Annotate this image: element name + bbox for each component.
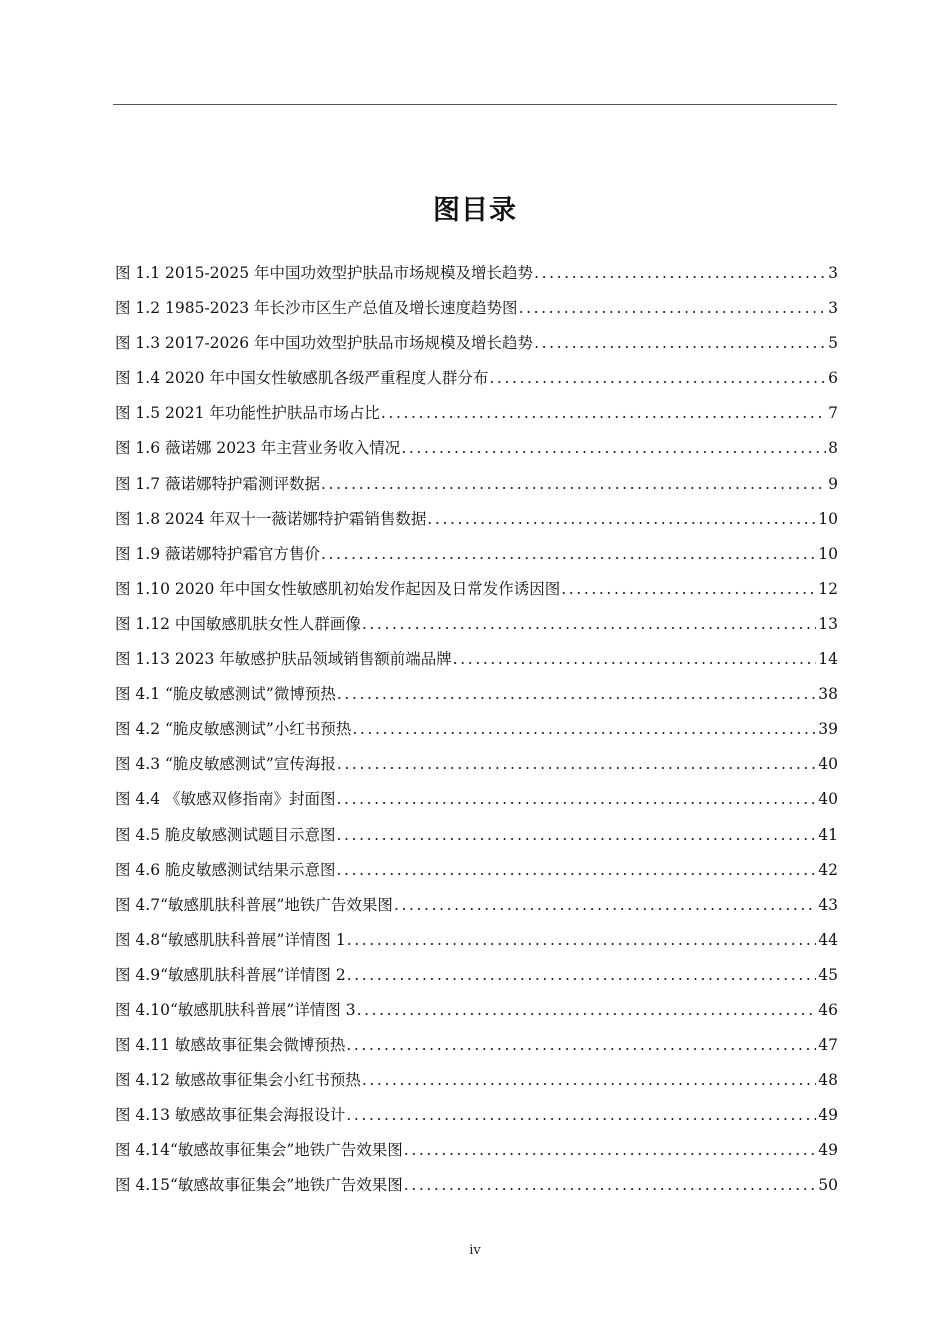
toc-entry-page: 5 bbox=[828, 334, 838, 353]
toc-entry-page: 40 bbox=[818, 790, 838, 809]
toc-dot-leader bbox=[404, 1133, 816, 1168]
toc-entry-label: 图 1.4 2020 年中国女性敏感肌各级严重程度人群分布 bbox=[115, 369, 489, 388]
toc-entry-page: 40 bbox=[818, 755, 838, 774]
toc-dot-leader bbox=[321, 537, 816, 572]
toc-entry-label: 图 4.10“敏感肌肤科普展”详情图 3 bbox=[115, 1000, 356, 1019]
toc-entry-page: 46 bbox=[818, 1000, 838, 1019]
toc-dot-leader bbox=[321, 467, 826, 502]
toc-entry-page: 49 bbox=[818, 1141, 838, 1160]
toc-entry-label: 图 1.2 1985-2023 年长沙市区生产总值及增长速度趋势图 bbox=[115, 299, 518, 318]
toc-entry[interactable] bbox=[115, 923, 838, 958]
toc-entry[interactable] bbox=[115, 818, 838, 853]
toc-entry-label: 图 4.1 “脆皮敏感测试”微博预热 bbox=[115, 685, 336, 704]
toc-dot-leader bbox=[534, 326, 826, 361]
toc-entry-label: 图 1.13 2023 年敏感护肤品领域销售额前端品牌 bbox=[115, 650, 452, 669]
toc-dot-leader bbox=[346, 1098, 816, 1133]
toc-dot-leader bbox=[381, 396, 826, 431]
toc-dot-leader bbox=[357, 993, 817, 1028]
toc-entry[interactable] bbox=[115, 888, 838, 923]
toc-dot-leader bbox=[519, 291, 827, 326]
toc-entry-page: 47 bbox=[818, 1036, 838, 1055]
toc-dot-leader bbox=[337, 747, 816, 782]
toc-entry-label: 图 1.1 2015-2025 年中国功效型护肤品市场规模及增长趋势 bbox=[115, 264, 534, 282]
toc-entry[interactable] bbox=[115, 291, 838, 326]
toc-dot-leader bbox=[347, 958, 817, 993]
toc-dot-leader bbox=[561, 572, 816, 607]
toc-entry-page: 48 bbox=[818, 1071, 838, 1090]
toc-entry-label: 图 4.6 脆皮敏感测试结果示意图 bbox=[115, 860, 336, 879]
toc-entry[interactable] bbox=[115, 1028, 838, 1063]
toc-entry-page: 43 bbox=[818, 895, 838, 914]
toc-entry-label: 图 4.13 敏感故事征集会海报设计 bbox=[115, 1106, 346, 1125]
toc-entry[interactable] bbox=[115, 467, 838, 502]
toc-dot-leader bbox=[337, 677, 816, 712]
page-title: 图目录 bbox=[433, 195, 517, 226]
toc-entry-label: 图 4.15“敏感故事征集会”地铁广告效果图 bbox=[115, 1176, 403, 1195]
toc-entry[interactable] bbox=[115, 958, 838, 993]
toc-entry-label: 图 1.10 2020 年中国女性敏感肌初始发作起因及日常发作诱因图 bbox=[115, 579, 561, 598]
toc-entry-page: 45 bbox=[818, 965, 838, 984]
toc-dot-leader bbox=[427, 502, 816, 537]
toc-entry[interactable] bbox=[115, 396, 838, 431]
toc-dot-leader bbox=[394, 888, 816, 923]
toc-entry-page: 38 bbox=[818, 685, 838, 704]
toc-entry[interactable] bbox=[115, 642, 838, 677]
toc-entry-label: 图 1.7 薇诺娜特护霜测评数据 bbox=[115, 474, 321, 493]
toc-dot-leader bbox=[534, 256, 826, 291]
toc-entry-page: 14 bbox=[818, 650, 838, 669]
toc-entry-page: 41 bbox=[818, 825, 838, 844]
toc-dot-leader bbox=[489, 361, 826, 396]
toc-entry-label: 图 4.8“敏感肌肤科普展”详情图 1 bbox=[115, 930, 346, 949]
toc-entry[interactable] bbox=[115, 256, 838, 291]
toc-entry-page: 3 bbox=[828, 264, 838, 282]
footer-page-number: iv bbox=[469, 1243, 481, 1258]
toc-dot-leader bbox=[337, 853, 817, 888]
toc-entry-label: 图 4.2 “脆皮敏感测试”小红书预热 bbox=[115, 720, 352, 739]
toc-entry-page: 39 bbox=[818, 720, 838, 739]
toc-entry-label: 图 1.3 2017-2026 年中国功效型护肤品市场规模及增长趋势 bbox=[115, 334, 534, 353]
toc-entry-label: 图 4.12 敏感故事征集会小红书预热 bbox=[115, 1071, 361, 1090]
toc-entry-label: 图 4.14“敏感故事征集会”地铁广告效果图 bbox=[115, 1141, 403, 1160]
toc-entry-page: 10 bbox=[818, 509, 838, 528]
toc-entry-label: 图 1.12 中国敏感肌肤女性人群画像 bbox=[115, 614, 361, 633]
toc-entry[interactable] bbox=[115, 431, 838, 466]
toc-entry[interactable] bbox=[115, 782, 838, 817]
figure-toc-list bbox=[115, 256, 838, 1204]
toc-entry-page: 6 bbox=[828, 369, 838, 388]
toc-entry-page: 8 bbox=[828, 439, 838, 458]
toc-entry[interactable] bbox=[115, 607, 838, 642]
toc-entry[interactable] bbox=[115, 712, 838, 747]
toc-entry-page: 13 bbox=[818, 614, 838, 633]
toc-entry[interactable] bbox=[115, 677, 838, 712]
header-rule bbox=[113, 104, 837, 105]
toc-entry[interactable] bbox=[115, 853, 838, 888]
toc-entry[interactable] bbox=[115, 502, 838, 537]
toc-entry-label: 图 4.4 《敏感双修指南》封面图 bbox=[115, 790, 336, 809]
toc-entry[interactable] bbox=[115, 537, 838, 572]
toc-entry-label: 图 4.9“敏感肌肤科普展”详情图 2 bbox=[115, 965, 346, 984]
toc-entry[interactable] bbox=[115, 361, 838, 396]
toc-entry[interactable] bbox=[115, 1168, 838, 1203]
toc-entry-page: 3 bbox=[828, 299, 838, 318]
toc-entry[interactable] bbox=[115, 572, 838, 607]
toc-entry-page: 9 bbox=[828, 474, 838, 493]
toc-entry-page: 50 bbox=[818, 1176, 838, 1195]
toc-entry-page: 42 bbox=[818, 860, 838, 879]
toc-entry-page: 7 bbox=[828, 404, 838, 423]
toc-entry-label: 图 4.5 脆皮敏感测试题目示意图 bbox=[115, 825, 336, 844]
toc-entry-label: 图 4.3 “脆皮敏感测试”宣传海报 bbox=[115, 755, 336, 774]
toc-entry-label: 图 4.11 敏感故事征集会微博预热 bbox=[115, 1036, 346, 1055]
toc-entry-label: 图 1.9 薇诺娜特护霜官方售价 bbox=[115, 544, 321, 563]
toc-entry[interactable] bbox=[115, 1063, 838, 1098]
toc-entry-page: 44 bbox=[818, 930, 838, 949]
toc-dot-leader bbox=[337, 782, 817, 817]
toc-entry-label: 图 1.5 2021 年功能性护肤品市场占比 bbox=[115, 404, 380, 423]
toc-dot-leader bbox=[362, 1063, 816, 1098]
toc-dot-leader bbox=[346, 1028, 816, 1063]
toc-entry-page: 12 bbox=[818, 579, 838, 598]
toc-entry[interactable] bbox=[115, 1098, 838, 1133]
toc-dot-leader bbox=[453, 642, 817, 677]
toc-dot-leader bbox=[347, 923, 817, 958]
toc-entry-label: 图 1.6 薇诺娜 2023 年主营业务收入情况 bbox=[115, 439, 401, 458]
toc-dot-leader bbox=[404, 1168, 816, 1203]
toc-entry[interactable] bbox=[115, 747, 838, 782]
toc-entry-label: 图 1.8 2024 年双十一薇诺娜特护霜销售数据 bbox=[115, 509, 427, 528]
toc-dot-leader bbox=[337, 818, 817, 853]
toc-dot-leader bbox=[401, 431, 826, 466]
toc-entry[interactable] bbox=[115, 326, 838, 361]
toc-dot-leader bbox=[362, 607, 816, 642]
toc-entry-page: 10 bbox=[818, 544, 838, 563]
toc-dot-leader bbox=[352, 712, 816, 747]
toc-entry[interactable] bbox=[115, 1133, 838, 1168]
toc-entry-page: 49 bbox=[818, 1106, 838, 1125]
toc-entry-label: 图 4.7“敏感肌肤科普展”地铁广告效果图 bbox=[115, 895, 393, 914]
toc-entry[interactable] bbox=[115, 993, 838, 1028]
